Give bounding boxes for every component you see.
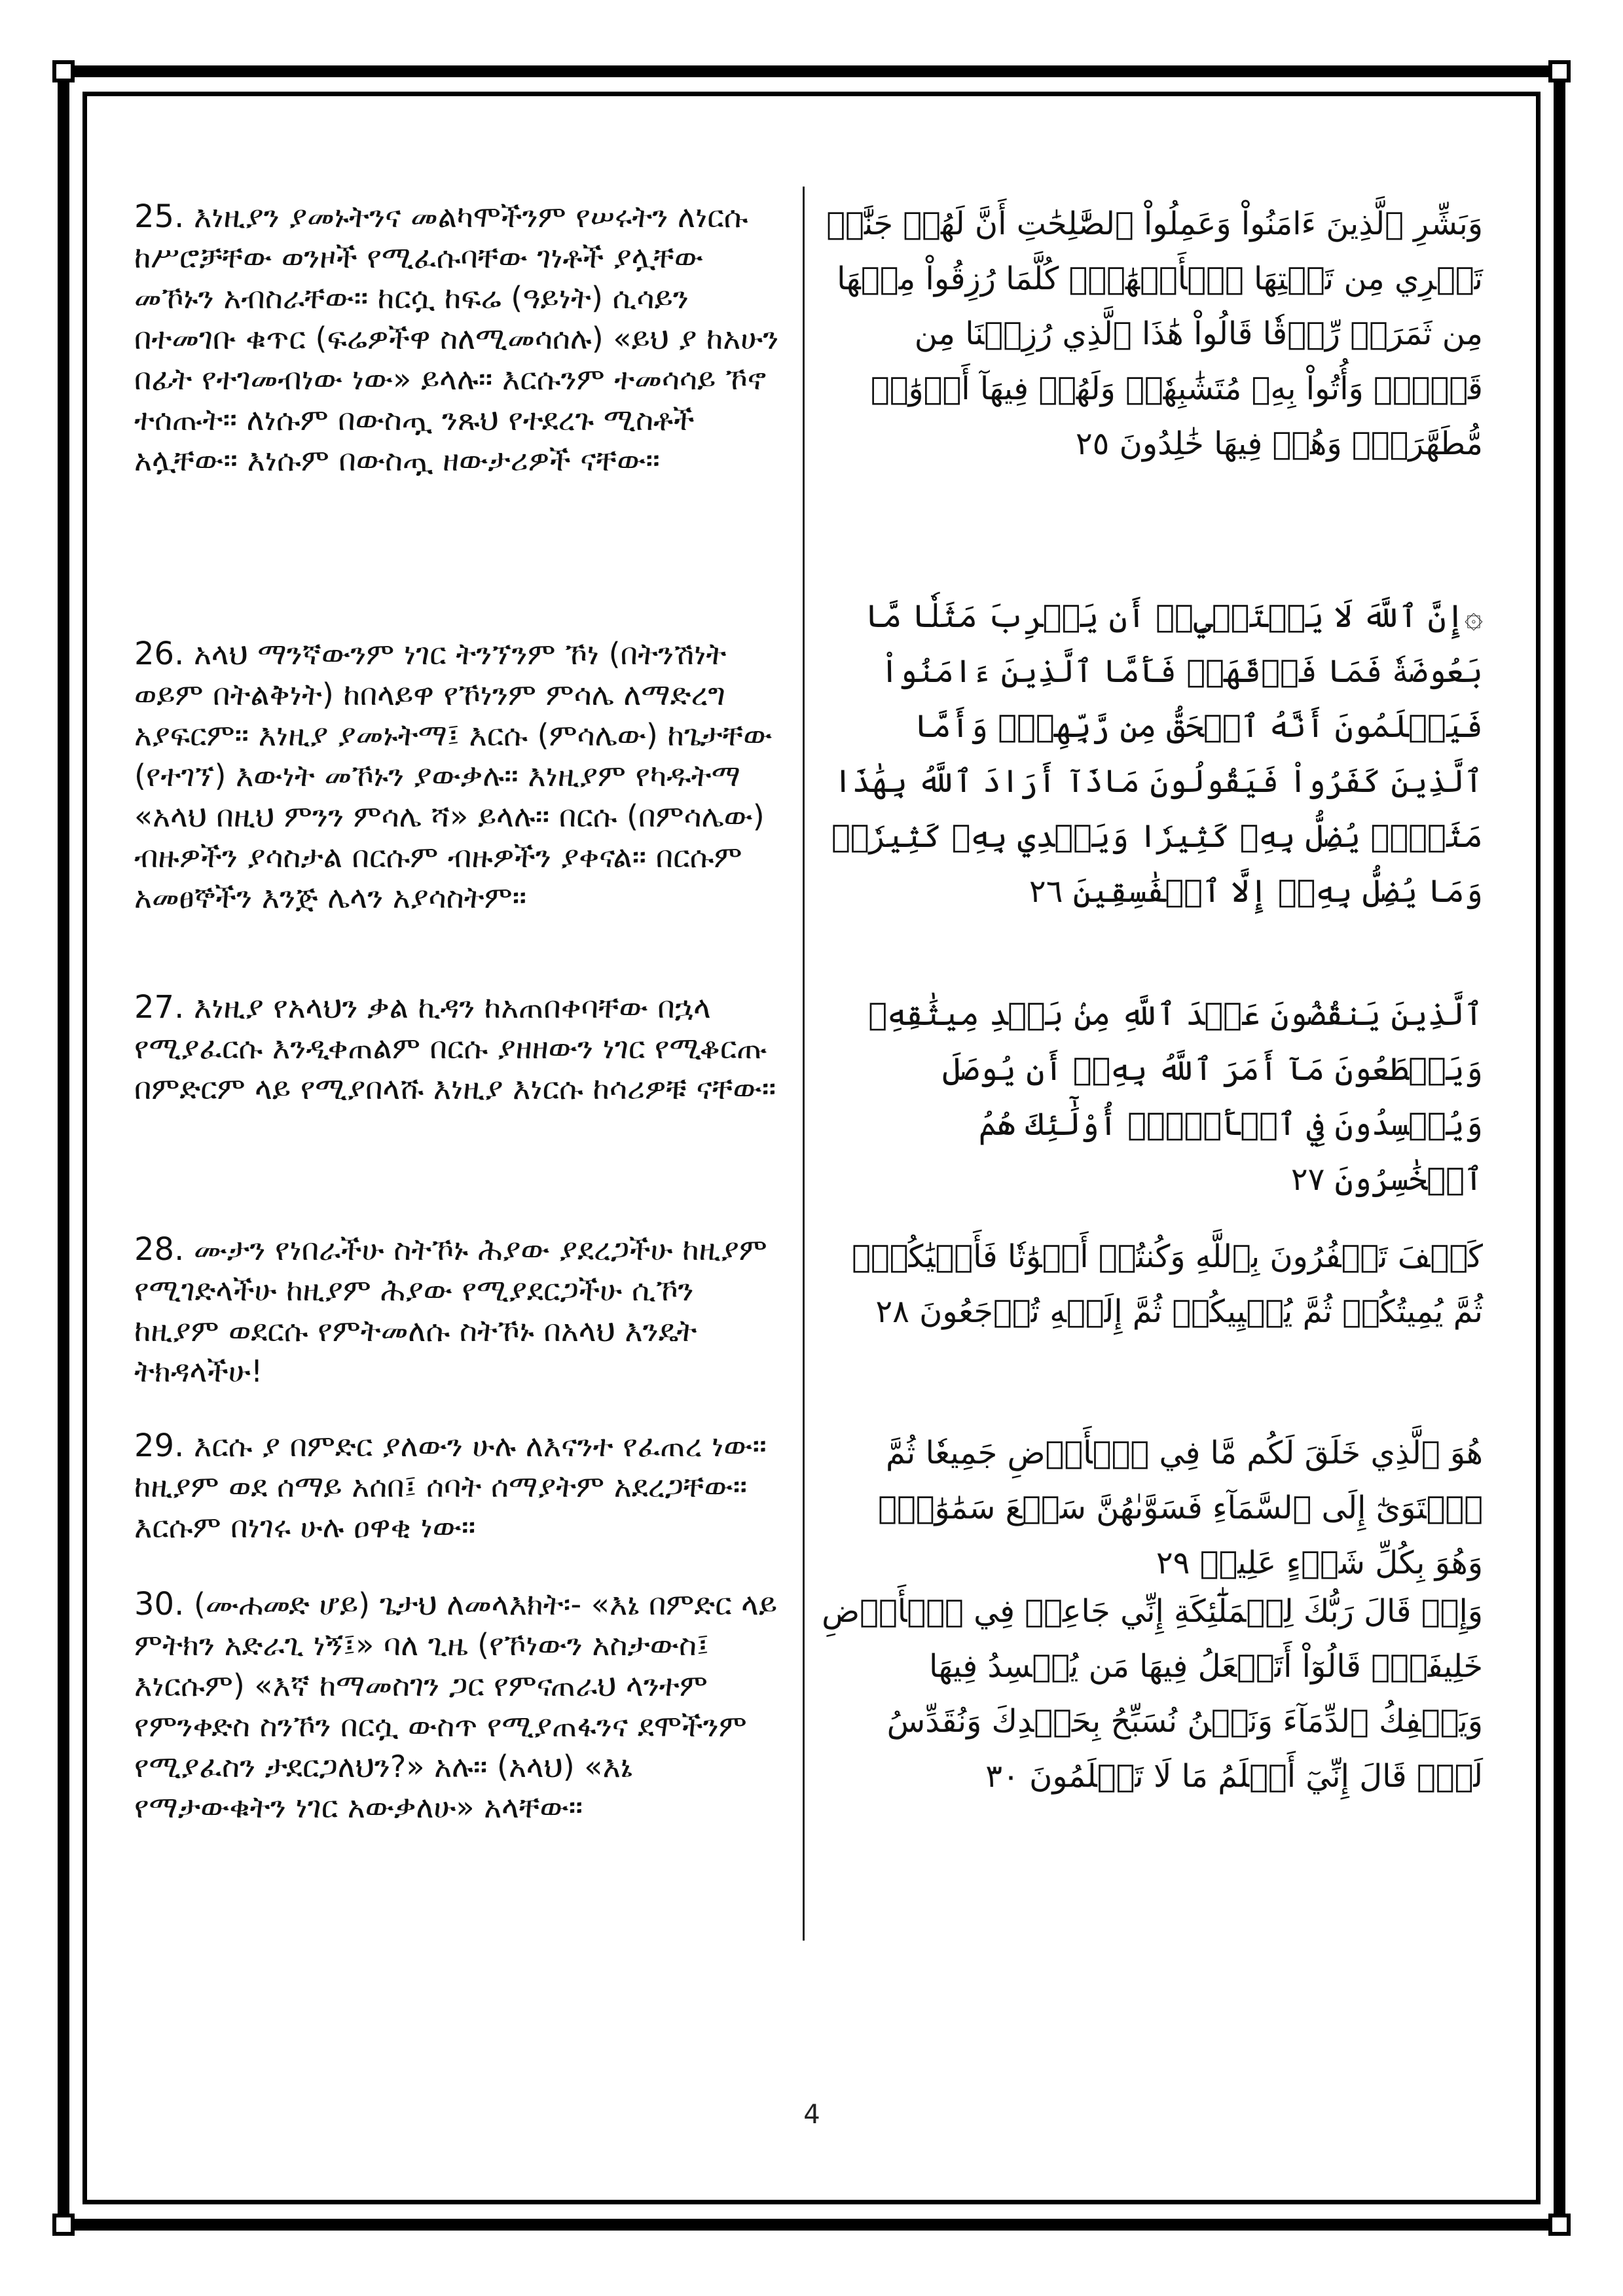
- verse-29-arabic: هُوَ ٱلَّذِي خَلَقَ لَكُم مَّا فِي ٱلۡأَرۡضِ جَمِيعٗا ثُمَّ ٱسۡتَوَىٰٓ إِلَى ٱلسَّمَآءِ فَسَوَّىٰهُنَّ سَبۡعَ سَمَٰوَٰتٖۚ وَهُوَ بِكُلِّ شَيۡءٍ عَلِيمٞ ٢٩: [878, 1435, 1483, 1581]
- verse-translation-text: ሙታን የነበራችሁ ስትኾኑ ሕያው ያደረጋችሁ ከዚያም የሚገድላችሁ ከዚያም ሕያው የሚያደርጋችሁ ሲኾን ከዚያም ወደርሱ የምትመለሱ ስትኾኑ በአላህ እንዴት ትክዳላችሁ!: [134, 1232, 767, 1389]
- verse-28-amharic: [134, 1229, 782, 1391]
- verse-translation-text: እነዚያን ያመኑትንና መልካሞችንም የሠሩትን ለነርሱ ከሥሮቻቸው ወንዞች የሚፈሱባቸው ገነቶች ያሏቸው መኾኑን አብስራቸው። ከርሷ ከፍሬ (ዓይነት) ሲሳይን በተመገቡ ቁጥር (ፍሬዎችዋ ስለሚመሳሰሉ) «ይህ ያ ከአሁን በፊት የተገመብነው ነው» ይላሉ። እርሱንም ተመሳሳይ ኾኖ ተሰጡት። ለነሱም በውስጧ ንጹህ የተደረጉ ሚስቶች አሏቸው። እነሱም በውስጧ ዘውታሪዎች ናቸው።: [134, 199, 779, 478]
- border-corner-ornament: [52, 2214, 75, 2236]
- verse-25-arabic: وَبَشِّرِ ٱلَّذِينَ ءَامَنُواْ وَعَمِلُواْ ٱلصَّٰلِحَٰتِ أَنَّ لَهُمۡ جَنَّٰتٖ تَجۡرِي مِن تَحۡتِهَا ٱلۡأَنۡهَٰرُۖ كُلَّمَا رُزِقُواْ مِنۡهَا مِن ثَمَرَةٖ رِّزۡقٗا قَالُواْ هَٰذَا ٱلَّذِي رُزِقۡنَا مِن قَبۡلُۖ وَأُتُواْ بِهِۦ مُتَشَٰبِهٗاۖ وَلَهُمۡ فِيهَآ أَزۡوَٰجٞ مُّطَهَّرَةٞۖ وَهُمۡ فِيهَا خَٰلِدُونَ ٢٥: [826, 206, 1483, 462]
- verse-translation-text: አላህ ማንኛውንም ነገር ትንኘንም ኾነ (በትንሽነት ወይም በትልቅነት) ከበላይዋ የኾነንም ምሳሌ ለማድረግ አያፍርም። እነዚያ ያመኑትማ፤ እርሱ (ምሳሌው) ከጌታቸው (የተገኘ) እውነት መኾኑን ያውቃሉ። እነዚያም የካዱትማ «አላህ በዚህ ምንን ምሳሌ ሻ» ይላሉ። በርሱ (በምሳሌው) ብዙዎችን ያሳስታል በርሱም ብዙዎችን ያቀናል። በርሱም አመፀኞችን እንጅ ሌላን አያሳስትም።: [134, 636, 773, 915]
- verse-translation-text: እነዚያ የአላህን ቃል ኪዳን ከአጠበቀባቸው በኋላ የሚያፈርሱ እንዲቀጠልም በርሱ ያዘዘውን ነገር የሚቆርጡ በምድርም ላይ የሚያበላሹ እነዚያ እነርሱ ከሳሪዎቹ ናቸው።: [134, 990, 776, 1106]
- verse-30-arabic: وَإِذۡ قَالَ رَبُّكَ لِلۡمَلَٰٓئِكَةِ إِنِّي جَاعِلٞ فِي ٱلۡأَرۡضِ خَلِيفَةٗۖ قَالُوٓاْ أَتَجۡعَلُ فِيهَا مَن يُفۡسِدُ فِيهَا وَيَسۡفِكُ ٱلدِّمَآءَ وَنَحۡنُ نُسَبِّحُ بِحَمۡدِكَ وَنُقَدِّسُ لَكَۖ قَالَ إِنِّيٓ أَعۡلَمُ مَا لَا تَعۡلَمُونَ ٣٠: [822, 1593, 1483, 1795]
- verse-27-arabic: ٱلَّذِينَ يَنقُضُونَ عَهۡدَ ٱللَّهِ مِنۢ بَعۡدِ مِيثَٰقِهِۦ وَيَقۡطَعُونَ مَآ أَمَرَ ٱللَّهُ بِهِۦٓ أَن يُوصَلَ وَيُفۡسِدُونَ فِي ٱلۡأَرۡضِۚ أُوْلَٰٓئِكَ هُمُ ٱلۡخَٰسِرُونَ ٢٧: [868, 996, 1483, 1198]
- column-divider: [803, 187, 805, 1941]
- verse-28-arabic: كَيۡفَ تَكۡفُرُونَ بِٱللَّهِ وَكُنتُمۡ أَمۡوَٰتٗا فَأَحۡيَٰكُمۡۖ ثُمَّ يُمِيتُكُمۡ ثُمَّ يُحۡيِيكُمۡ ثُمَّ إِلَيۡهِ تُرۡجَعُونَ ٢٨: [852, 1238, 1483, 1330]
- border-corner-ornament: [52, 60, 75, 82]
- verse-25-amharic: [134, 196, 782, 480]
- verse-number: 27.: [134, 989, 185, 1026]
- verse-number: 25.: [134, 198, 185, 235]
- border-corner-ornament: [1548, 60, 1571, 82]
- border-corner-ornament: [1548, 2214, 1571, 2236]
- verse-26-amharic: [134, 634, 782, 918]
- verse-27-amharic: [134, 987, 782, 1109]
- verse-translation-text: (ሙሐመድ ሆይ) ጌታህ ለመላእክት፡- «እኔ በምድር ላይ ምትክን አድራጊ ነኝ፤» ባለ ጊዜ (የኾነውን አስታውስ፤ እነርሱም) «እኛ ከማመስገን ጋር የምናጠራህ ላንተም የምንቀድስ ስንኾን በርሷ ውስጥ የሚያጠፋንና ደሞችንም የሚያፈስን ታደርጋለህን?» አሉ። (አላህ) «እኔ የማታውቁትን ነገር አውቃለሁ» አላቸው።: [134, 1587, 778, 1825]
- verse-number: 26.: [134, 636, 185, 672]
- page-number: 4: [803, 2100, 820, 2130]
- verse-26-arabic: ۞إِنَّ ٱللَّهَ لَا يَسۡتَحۡيِۦٓ أَن يَضۡرِبَ مَثَلٗا مَّا بَعُوضَةٗ فَمَا فَوۡقَهَاۚ فَأَمَّا ٱلَّذِينَ ءَامَنُواْ فَيَعۡلَمُونَ أَنَّهُ ٱلۡحَقُّ مِن رَّبِّهِمۡۖ وَأَمَّا ٱلَّذِينَ كَفَرُواْ فَيَقُولُونَ مَاذَآ أَرَادَ ٱللَّهُ بِهَٰذَا مَثَلٗاۘ يُضِلُّ بِهِۦ كَثِيرٗا وَيَهۡدِي بِهِۦ كَثِيرٗاۚ وَمَا يُضِلُّ بِهِۦٓ إِلَّا ٱلۡفَٰسِقِينَ ٢٦: [831, 598, 1483, 910]
- verse-translation-text: እርሱ ያ በምድር ያለውን ሁሉ ለእናንተ የፈጠረ ነው። ከዚያም ወደ ሰማይ አሰበ፤ ሰባት ሰማያትም አደረጋቸው። እርሱም በነገሩ ሁሉ ዐዋቂ ነው።: [134, 1428, 767, 1545]
- verse-number: 30.: [134, 1586, 185, 1623]
- verse-number: 28.: [134, 1231, 185, 1268]
- verse-29-amharic: [134, 1426, 782, 1547]
- verse-number: 29.: [134, 1427, 185, 1464]
- verse-30-amharic: [134, 1584, 782, 1827]
